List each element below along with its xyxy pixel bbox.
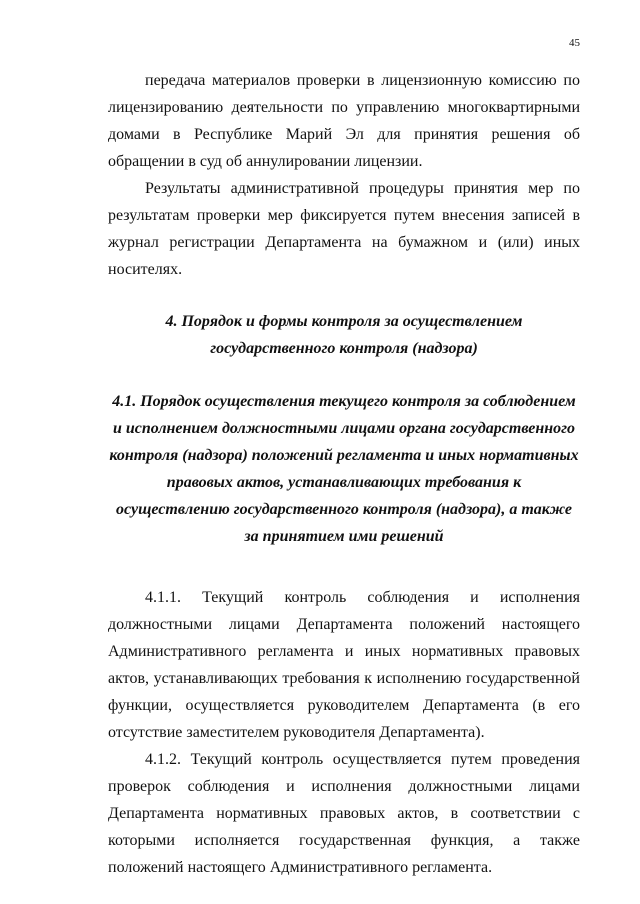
subsection-heading-4-1: 4.1. Порядок осуществления текущего контроля за соблюдением и исполнением должностными лицами органа государственного контроля (надзора) положений регламента и иных нормативных правовых актов, устанавливающих требования к осуществлению государственного контроля (надзора), а также за принятием ими решений	[109, 393, 579, 545]
paragraph-4-1-1: 4.1.1. Текущий контроль соблюдения и исполнения должностными лицами Департамента положений настоящего Административного регламента и иных нормативных правовых актов, устанавливающих требования к исполнению государственной функции, осуществляется руководителем Департамента (в его отсутствие заместителем руководителя Департамента).	[108, 589, 580, 741]
page-number: 45	[569, 37, 580, 49]
paragraph-4-1-2: 4.1.2. Текущий контроль осуществляется путем проведения проверок соблюдения и исполнения должностными лицами Департамента нормативных правовых актов, в соответствии с которыми исполняется государственная функция, а также положений настоящего Административного регламента.	[108, 751, 580, 876]
paragraph-results-recording: Результаты административной процедуры принятия мер по результатам проверки мер фиксируется путем внесения записей в журнал регистрации Департамента на бумажном и (или) иных носителях.	[108, 180, 580, 278]
document-body	[108, 67, 580, 881]
paragraph-license-commission: передача материалов проверки в лицензионную комиссию по лицензированию деятельности по управлению многоквартирными домами в Республике Марий Эл для принятия решения об обращении в суд об аннулировании лицензии.	[108, 72, 580, 170]
section-heading-4: 4. Порядок и формы контроля за осуществлением государственного контроля (надзора)	[165, 313, 523, 357]
